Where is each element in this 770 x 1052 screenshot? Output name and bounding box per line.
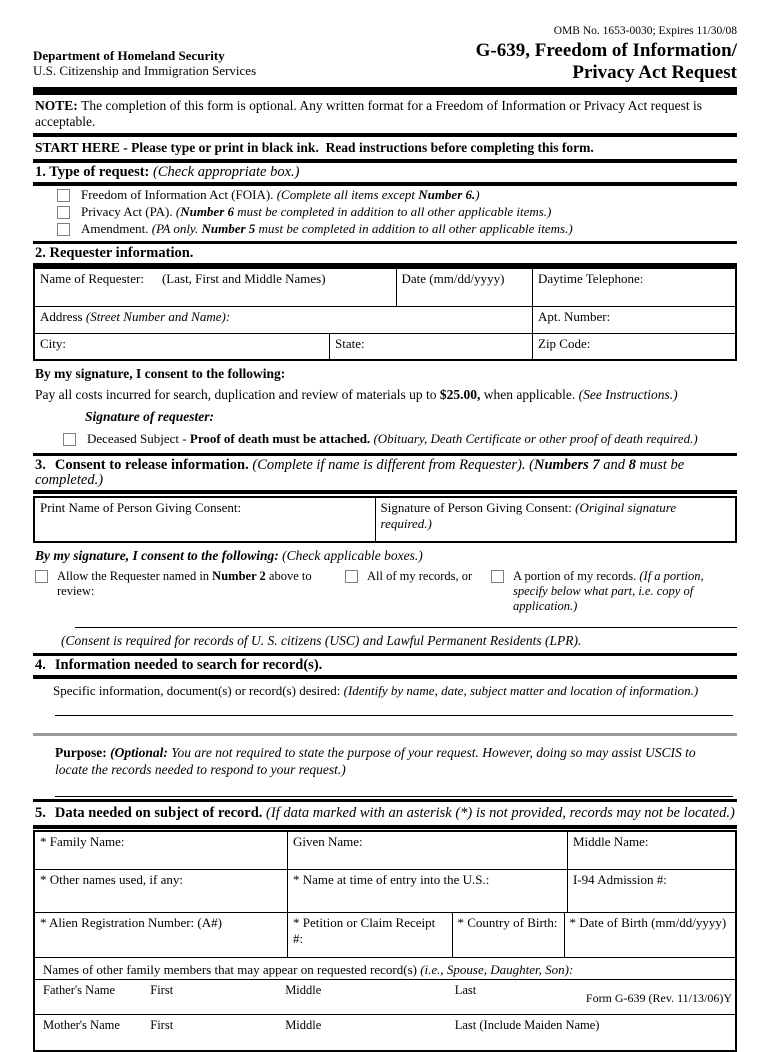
alien-number-field[interactable] [35, 913, 287, 957]
middle-name-label: Middle Name: [573, 834, 649, 849]
foia-option-label: Freedom of Information Act (FOIA). (Complete all items except Number 6.) [81, 187, 480, 202]
consent-required-note: (Consent is required for records of U. S. citizens (USC) and Lawful Permanent Residents (LPR). [61, 633, 582, 648]
header-divider-bar [33, 87, 737, 95]
father-first-label: First [150, 983, 174, 997]
section-4-title: Information needed to search for record(s). [54, 657, 323, 673]
privacy-act-checkbox[interactable] [57, 206, 70, 219]
amendment-option-label: Amendment. (PA only. Number 5 must be completed in addition to all other applicable items.) [81, 221, 573, 236]
middle-name-field[interactable] [567, 832, 735, 869]
mothers-name-label: Mother's Name [43, 1018, 120, 1032]
father-last-label: Last [454, 983, 477, 997]
petition-receipt-field[interactable] [287, 913, 452, 957]
allow-requester-label: Allow the Requester named in Number 2 above to review: [57, 569, 315, 598]
agency-name: U.S. Citizenship and Immigration Services [33, 63, 257, 78]
family-name-label: * Family Name: [40, 834, 125, 849]
form-header [33, 40, 737, 84]
portion-records-label: A portion of my records. (If a portion, specify below what part, i.e. copy of application.) [513, 569, 707, 613]
entry-name-label: * Name at time of entry into the U.S.: [293, 872, 490, 887]
form-title-line2: Privacy Act Request [572, 62, 737, 83]
given-name-field[interactable] [287, 832, 567, 869]
country-of-birth-label: * Country of Birth: [457, 915, 558, 930]
specific-info-label: Specific information, document(s) or record(s) desired: (Identify by name, date, subject matter and location of information.) [53, 683, 699, 698]
section-5-title: Data needed on subject of record. (If data marked with an asterisk (*) is not provided, records may not be located.) [54, 805, 735, 821]
date-label: Date (mm/dd/yyyy) [401, 271, 505, 286]
section-2-header: 2. Requester information. [35, 245, 194, 261]
section-4-header [33, 656, 737, 675]
daytime-telephone-field[interactable] [532, 269, 735, 306]
i94-admission-field[interactable] [567, 870, 735, 912]
omb-number: OMB No. 1653-0030; Expires 11/30/08 [553, 25, 737, 37]
portion-records-checkbox[interactable] [491, 570, 504, 583]
country-of-birth-field[interactable] [452, 913, 564, 957]
amendment-checkbox[interactable] [57, 223, 70, 236]
date-of-birth-label: * Date of Birth (mm/dd/yyyy) [569, 915, 727, 930]
section-divider [33, 733, 737, 736]
daytime-telephone-label: Daytime Telephone: [538, 271, 644, 286]
apt-number-label: Apt. Number: [538, 309, 611, 324]
form-title-line1: G-639, Freedom of Information/ [475, 40, 737, 61]
section-3-header [33, 456, 737, 490]
entry-name-field[interactable] [287, 870, 567, 912]
signature-of-requester-label: Signature of requester: [85, 409, 215, 424]
purpose-text: Purpose: (Optional: You are not required to state the purpose of your request. However, doing so may assist USCIS to locate the records needed to respond to your request.) [55, 745, 699, 777]
requester-info-table [33, 267, 737, 361]
signature-consent-label: Signature of Person Giving Consent: (Original signature required.) [380, 500, 680, 531]
section-3-title: Consent to release information. (Complete if name is different from Requester). (Numbers 7 and 8 must be completed.) [35, 457, 688, 488]
specific-info-line[interactable] [55, 715, 733, 716]
section-3-number: 3. [35, 457, 46, 473]
department-name: Department of Homeland Security [33, 48, 225, 63]
section-1-header: 1. Type of request: (Check appropriate box.) [35, 164, 300, 180]
divider [33, 675, 737, 679]
signature-consent-field[interactable] [375, 498, 736, 541]
subject-data-table [33, 830, 737, 1052]
consent-statement-heading: By my signature, I consent to the following: [35, 366, 286, 381]
name-of-requester-field[interactable] [35, 269, 396, 306]
alien-number-label: * Alien Registration Number: (A#) [40, 915, 222, 930]
divider [33, 825, 737, 829]
zip-code-label: Zip Code: [538, 336, 591, 351]
purpose-line[interactable] [55, 796, 733, 797]
apt-number-field[interactable] [532, 307, 735, 333]
form-footer-number: Form G-639 (Rev. 11/13/06)Y [585, 991, 732, 1005]
deceased-subject-label: Deceased Subject - Proof of death must be attached. (Obituary, Death Certificate or other proof of death required.) [87, 431, 698, 446]
other-names-label: * Other names used, if any: [40, 872, 183, 887]
mothers-name-row[interactable] [35, 1014, 735, 1050]
date-of-birth-field[interactable] [564, 913, 736, 957]
foia-checkbox[interactable] [57, 189, 70, 202]
mother-first-label: First [150, 1018, 174, 1032]
city-field[interactable] [35, 334, 329, 359]
family-name-field[interactable] [35, 832, 287, 869]
section-5-number: 5. [35, 805, 46, 821]
start-here-banner: START HERE - Please type or print in black ink. Read instructions before completing this form. [35, 140, 594, 155]
all-records-label: All of my records, or [367, 569, 473, 583]
petition-receipt-label: * Petition or Claim Receipt #: [293, 915, 439, 946]
family-members-note: Names of other family members that may appear on requested record(s) (i.e., Spouse, Daughter, Son): [43, 962, 574, 977]
privacy-act-option-label: Privacy Act (PA). (Number 6 must be completed in addition to all other applicable items.) [81, 204, 552, 219]
all-records-checkbox[interactable] [345, 570, 358, 583]
fathers-name-label: Father's Name [43, 983, 116, 997]
address-label: Address (Street Number and Name): [40, 309, 231, 324]
pay-costs-text: Pay all costs incurred for search, duplication and review of materials up to $25.00, when applicable. (See Instructions.) [35, 387, 678, 402]
section-5-header [33, 802, 737, 825]
requester-signature-area[interactable] [214, 409, 737, 425]
note-banner: NOTE: The completion of this form is optional. Any written format for a Freedom of Information or Privacy Act request is acceptable. [35, 98, 706, 129]
allow-requester-checkbox[interactable] [35, 570, 48, 583]
mother-last-label: Last (Include Maiden Name) [454, 1018, 600, 1032]
section-4-number: 4. [35, 657, 46, 673]
consent-checkboxes-heading: By my signature, I consent to the following: (Check applicable boxes.) [35, 548, 423, 563]
state-label: State: [335, 336, 365, 351]
print-name-consent-label: Print Name of Person Giving Consent: [40, 500, 242, 515]
print-name-consent-field[interactable] [35, 498, 375, 541]
city-label: City: [40, 336, 67, 351]
zip-code-field[interactable] [532, 334, 735, 359]
i94-admission-label: I-94 Admission #: [573, 872, 667, 887]
father-middle-label: Middle [285, 983, 322, 997]
name-of-requester-label: Name of Requester: [40, 271, 144, 286]
date-field[interactable] [396, 269, 533, 306]
given-name-label: Given Name: [293, 834, 363, 849]
deceased-subject-checkbox[interactable] [63, 433, 76, 446]
name-format-note: (Last, First and Middle Names) [161, 271, 326, 286]
state-field[interactable] [329, 334, 532, 359]
address-field[interactable] [35, 307, 532, 333]
consent-table [33, 496, 737, 543]
divider [33, 490, 737, 494]
other-names-field[interactable] [35, 870, 287, 912]
portion-specify-line[interactable] [75, 627, 737, 628]
mother-middle-label: Middle [285, 1018, 322, 1032]
